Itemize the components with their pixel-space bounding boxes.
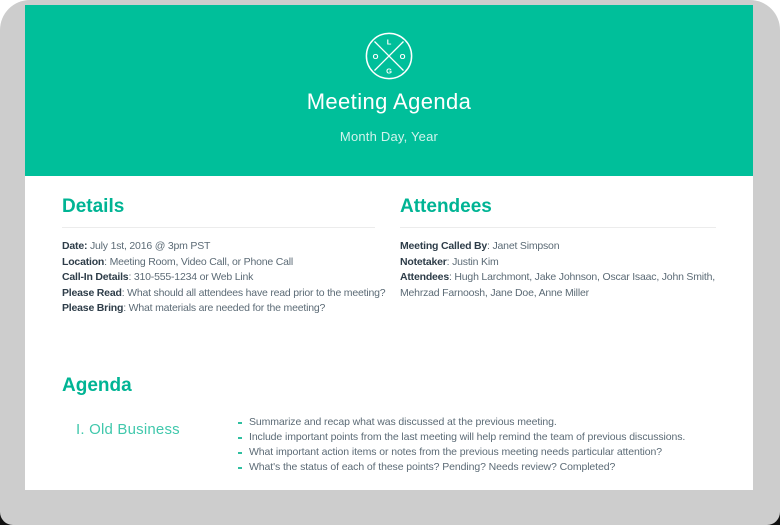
agenda-point: What important action items or notes from the previous meeting needs particular attention? <box>238 445 716 460</box>
detail-field-please-read: Please Read: What should all attendees have read prior to the meeting? <box>62 286 386 299</box>
bullet-dash-icon <box>238 452 242 454</box>
document-body <box>25 176 753 475</box>
logo-letter-bottom: G <box>386 66 392 76</box>
document-date-placeholder: Month Day, Year <box>339 129 439 144</box>
agenda-point: What's the status of each of these points? Pending? Needs review? Completed? <box>238 460 716 475</box>
agenda-item-title: I. Old Business <box>76 420 180 438</box>
agenda-point: Summarize and recap what was discussed at the previous meeting. <box>238 415 716 430</box>
agenda-item-old-business <box>62 413 716 475</box>
attendees-divider <box>400 227 716 228</box>
details-section <box>62 196 386 317</box>
detail-field-please-bring: Please Bring: What materials are needed for the meeting? <box>62 302 326 314</box>
detail-field-date: Date: July 1st, 2016 @ 3pm PST <box>62 240 211 252</box>
bullet-dash-icon <box>238 437 242 439</box>
meeting-agenda-document <box>25 5 753 490</box>
agenda-section <box>62 375 716 475</box>
bullet-dash-icon <box>238 422 242 424</box>
detail-field-location: Location: Meeting Room, Video Call, or Phone Call <box>62 255 294 268</box>
detail-field-call-in: Call-In Details: 310-555-1234 or Web Link <box>62 271 254 283</box>
document-title: Meeting Agenda <box>306 89 472 114</box>
agenda-heading: Agenda <box>62 374 132 396</box>
details-divider <box>62 227 375 228</box>
attendees-section <box>400 196 716 317</box>
attendee-field-called-by: Meeting Called By: Janet Simpson <box>400 240 560 252</box>
logo-letter-top: L <box>386 37 392 47</box>
document-header <box>25 5 753 176</box>
details-heading: Details <box>62 196 125 217</box>
bullet-dash-icon <box>238 467 242 469</box>
logo-letter-right: O <box>399 51 406 61</box>
attendees-heading: Attendees <box>400 196 492 217</box>
attendee-field-notetaker: Notetaker: Justin Kim <box>400 255 499 268</box>
attendee-field-list: Attendees: Hugh Larchmont, Jake Johnson, Oscar Isaac, John Smith, Mehrzad Farnoosh, Jane Doe, Anne Miller <box>400 271 715 299</box>
agenda-item-points <box>238 413 716 475</box>
agenda-point: Include important points from the last meeting will help remind the team of previous discussions. <box>238 430 716 445</box>
logo-icon <box>365 32 413 80</box>
logo-letter-left: O <box>372 51 379 61</box>
